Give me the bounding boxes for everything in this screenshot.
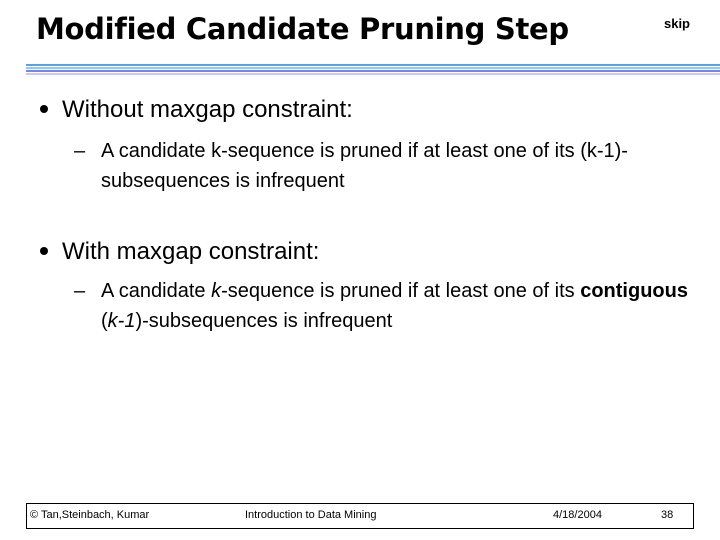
bullet-text: With maxgap constraint: bbox=[62, 238, 320, 265]
slide-title: Modified Candidate Pruning Step bbox=[36, 12, 569, 46]
contiguous-emphasis: contiguous bbox=[580, 280, 688, 302]
sub-text-part: ( bbox=[101, 310, 108, 332]
underline-bar-4 bbox=[26, 73, 720, 75]
underline-bar-2 bbox=[26, 67, 720, 69]
bullet-icon bbox=[40, 247, 48, 255]
sub-text-part: )-subsequences is infrequent bbox=[135, 310, 393, 332]
sub-text-part: -sequence is pruned if at least one of its bbox=[221, 280, 581, 302]
underline-bar-1 bbox=[26, 64, 720, 66]
footer-course: Introduction to Data Mining bbox=[245, 509, 377, 521]
sub-text bbox=[101, 276, 694, 336]
skip-link[interactable]: skip bbox=[663, 16, 690, 31]
sub-text: A candidate k-sequence is pruned if at least one of its (k-1)-subsequences is infrequent bbox=[101, 140, 628, 192]
k-variable: k bbox=[211, 280, 222, 302]
dash-icon: – bbox=[74, 140, 86, 162]
sub-text-part: A candidate bbox=[101, 280, 212, 302]
bullet-item-1 bbox=[40, 96, 353, 124]
k-minus-1-variable: k-1 bbox=[107, 310, 136, 332]
title-underline bbox=[26, 64, 720, 76]
footer-date: 4/18/2004 bbox=[553, 509, 602, 521]
footer-copyright: © Tan,Steinbach, Kumar bbox=[30, 509, 150, 521]
underline-bar-3 bbox=[26, 70, 720, 72]
bullet-item-2 bbox=[40, 238, 319, 266]
sub-item-2 bbox=[74, 276, 694, 336]
footer-page-number: 38 bbox=[661, 509, 674, 521]
sub-item-1 bbox=[74, 136, 694, 196]
dash-icon: – bbox=[74, 280, 86, 302]
bullet-text: Without maxgap constraint: bbox=[62, 96, 353, 123]
slide-footer bbox=[26, 503, 694, 529]
bullet-icon bbox=[40, 105, 48, 113]
